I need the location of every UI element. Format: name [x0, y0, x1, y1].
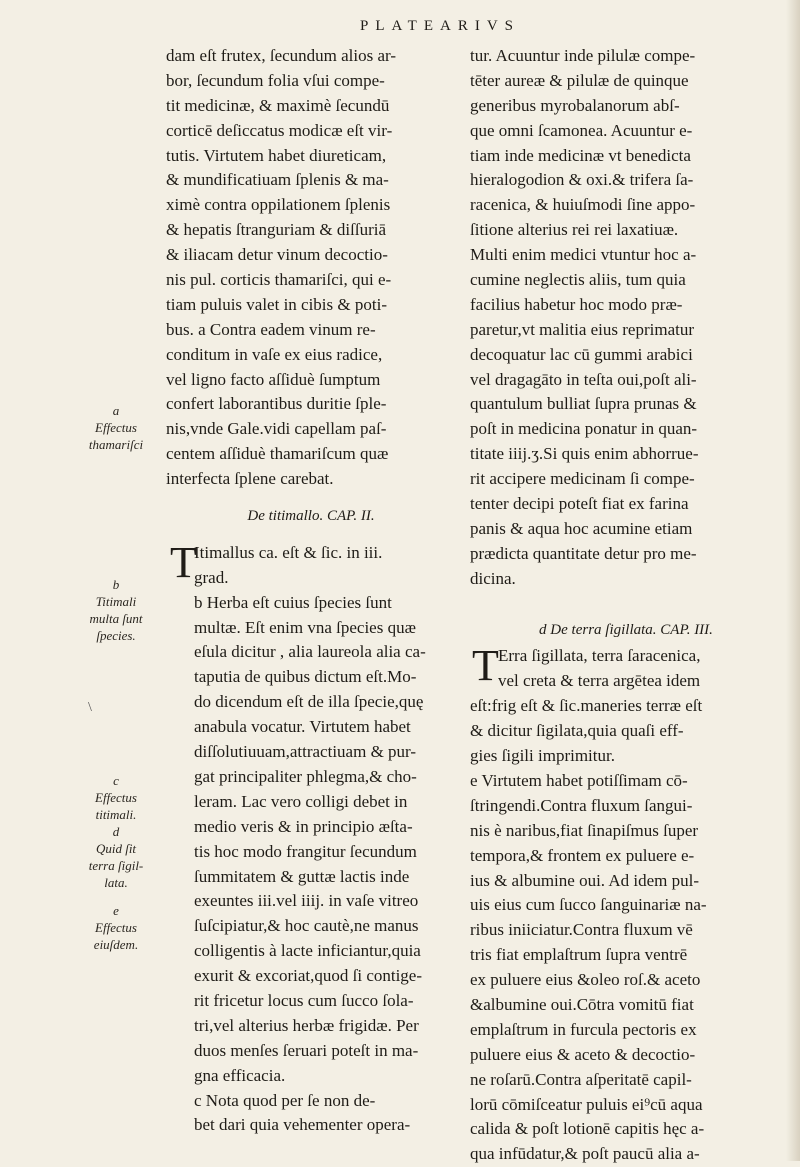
- text-line: tēter aureæ & pilulæ de quinque: [470, 70, 689, 90]
- text-line: ſummitatem & guttæ lactis inde: [194, 866, 410, 886]
- text-line: tutis. Virtutem habet diureticam,: [166, 145, 387, 165]
- right-paragraph-1: [470, 44, 782, 592]
- left-paragraph-1: [166, 44, 456, 492]
- text-line: facilius habetur hoc modo præ-: [470, 294, 683, 314]
- text-line: ſtringendi.Contra fluxum ſangui-: [470, 795, 693, 815]
- text-line: calida & poſt lotionē capitis hęc a-: [470, 1119, 705, 1139]
- text-line: e Virtutem habet potiſſimam cō-: [470, 770, 688, 790]
- text-line: vel creta & terra argētea idem: [498, 671, 701, 691]
- margin-note-e: e Effectus eiuſdem.: [93, 903, 139, 952]
- text-line: colligentis à lacte inficiantur,quia: [194, 941, 421, 961]
- text-line: taputia de quibus dictum eſt.Mo-: [194, 667, 417, 687]
- drop-cap-t: T: [170, 537, 197, 587]
- text-line: ximè contra oppilationem ſplenis: [166, 195, 391, 215]
- text-line: racenica, & huiuſmodi ſine appo-: [470, 195, 696, 215]
- margin-note-d: d Quid ſit terra ſigil- lata.: [88, 824, 144, 890]
- text-line: & iliacam detur vinum decoctio-: [166, 245, 388, 265]
- text-line: qua infūdatur,& poſt paucū alia a-: [470, 1144, 700, 1164]
- chapter-heading-terra-sigillata: d De terra ſigillata. CAP. III.: [539, 621, 713, 638]
- margin-note-a: a Effectus thamariſci: [88, 403, 144, 452]
- text-line: generibus myrobalanorum abſ-: [470, 95, 680, 115]
- text-line: quantulum bulliat ſupra prunas &: [470, 394, 697, 414]
- text-line: tis hoc modo frangitur ſecundum: [194, 841, 417, 861]
- text-line: do dicendum eſt de illa ſpecie,quę: [194, 692, 424, 712]
- right-paragraph-2: [470, 694, 782, 1167]
- text-line: nis,vnde Gale.vidi capellam paſ-: [166, 419, 387, 439]
- text-line: tris fiat emplaſtrum ſupra ventrē: [470, 945, 688, 965]
- text-line: vel dragagāto in teſta oui,poſt ali-: [470, 369, 697, 389]
- margin-note-c: c Effectus titimali.: [95, 773, 137, 822]
- text-line: puluere eius & aceto & decoctio-: [470, 1044, 696, 1064]
- text-line: rit accipere medicinam ſi compe-: [470, 469, 695, 489]
- text-line: dam eſt frutex, ſecundum alios ar-: [166, 46, 397, 65]
- text-line: tri,vel alterius herbæ frigidæ. Per: [194, 1015, 419, 1035]
- left-column: [166, 44, 456, 1138]
- text-line: rit fricetur locus cum ſucco ſola-: [194, 990, 414, 1010]
- text-line: Erra ſigillata, terra ſaracenica,: [498, 646, 701, 666]
- text-line: anabula vocatur. Virtutem habet: [194, 717, 411, 737]
- text-line: vel ligno facto aſſiduè ſumptum: [166, 369, 381, 389]
- text-line: bus. a Contra eadem vinum re-: [166, 319, 376, 339]
- text-line: tit medicinæ, & maximè ſecundū: [166, 95, 390, 115]
- text-line: conditum in vaſe ex eius radice,: [166, 344, 383, 364]
- text-line: multæ. Eſt enim vna ſpecies quæ: [194, 617, 416, 637]
- drop-cap-t-right: T: [472, 641, 499, 691]
- left-paragraph-2-opening: [166, 537, 456, 591]
- left-paragraph-2: [166, 591, 456, 1139]
- text-line: ſuſcipiatur,& hoc cautè,ne manus: [194, 916, 419, 936]
- text-line: eſt:frig eſt & ſic.maneries terræ eſt: [470, 696, 703, 716]
- text-line: leram. Lac vero colligi debet in: [194, 791, 408, 811]
- text-line: bor, ſecundum folia vſui compe-: [166, 70, 385, 90]
- text-line: grad.: [194, 567, 229, 587]
- text-line: Itimallus ca. eſt & ſic. in iii.: [194, 542, 383, 562]
- text-line: poſt in medicina ponatur in quan-: [470, 419, 698, 439]
- text-line: tiam puluis valet in cibis & poti-: [166, 294, 387, 314]
- text-line: tur. Acuuntur inde pilulæ compe-: [470, 46, 696, 65]
- running-head: PLATEARIVS: [359, 18, 520, 34]
- right-paragraph-2-opening: [470, 641, 782, 694]
- text-line: &albumine oui.Cōtra vomitū fiat: [470, 994, 694, 1014]
- text-line: medio veris & in principio æſta-: [194, 816, 413, 836]
- text-line: cumine neglectis aliis, tum quia: [470, 270, 686, 290]
- text-line: lorū cōmiſceatur puluis ei⁹cū aqua: [470, 1094, 703, 1114]
- text-line: exurit & excoriat,quod ſi contige-: [194, 966, 423, 986]
- text-line: dicina.: [470, 568, 516, 588]
- text-line: diſſolutiuuam,attractiuam & pur-: [194, 742, 417, 762]
- text-line: confert laborantibus duritie ſple-: [166, 394, 387, 414]
- text-line: uis eius cum ſucco ſanguinariæ na-: [470, 895, 707, 915]
- text-line: ſitione alterius rei rei laxatiuæ.: [470, 220, 679, 240]
- text-line: paretur,vt malitia eius reprimatur: [470, 319, 695, 339]
- text-line: bet dari quia vehementer opera-: [194, 1115, 411, 1135]
- text-line: ne roſarū.Contra aſperitatē capil-: [470, 1069, 692, 1089]
- text-line: exeuntes iii.vel iiij. in vaſe vitreo: [194, 891, 419, 911]
- margin-note-b: b Titimali multa ſunt ſpecies.: [89, 577, 143, 643]
- page-edge: [786, 0, 800, 1161]
- margin-tick-mark: \: [88, 700, 92, 715]
- chapter-heading-titimallo: De titimallo. CAP. II.: [247, 508, 375, 525]
- text-line: nis è naribus,fiat ſinapiſmus ſuper: [470, 820, 699, 840]
- text-line: hieralogodion & oxi.& trifera ſa-: [470, 170, 694, 190]
- text-line: tiam inde medicinæ vt benedicta: [470, 145, 691, 165]
- right-column: [470, 44, 782, 1167]
- text-line: ius & albumine oui. Ad idem pul-: [470, 870, 700, 890]
- text-line: duos menſes ſeruari poteſt in ma-: [194, 1040, 419, 1060]
- text-line: & dicitur ſigilata,quia quaſi eff-: [470, 721, 684, 741]
- text-line: emplaſtrum in furcula pectoris ex: [470, 1019, 697, 1039]
- text-line: & mundificatiuam ſplenis & ma-: [166, 170, 389, 190]
- text-line: prædicta quantitate detur pro me-: [470, 543, 697, 563]
- text-line: Multi enim medici vtuntur hoc a-: [470, 245, 697, 265]
- text-line: panis & aqua hoc acumine etiam: [470, 518, 693, 538]
- text-line: c Nota quod per ſe non de-: [194, 1090, 376, 1110]
- text-line: corticē deſiccatus modicæ eſt vir-: [166, 120, 393, 140]
- text-line: que omni ſcamonea. Acuuntur e-: [470, 120, 693, 140]
- text-line: eſula dicitur , alia laureola alia ca-: [194, 642, 426, 662]
- text-line: & hepatis ſtranguriam & diſſuriā: [166, 220, 387, 240]
- text-line: b Herba eſt cuius ſpecies ſunt: [194, 592, 392, 612]
- text-line: tenter decipi poteſt fiat ex farina: [470, 494, 689, 514]
- text-line: interfecta ſplene carebat.: [166, 469, 334, 489]
- text-line: ex puluere eius &oleo roſ.& aceto: [470, 970, 701, 990]
- text-line: decoquatur lac cū gummi arabici: [470, 344, 693, 364]
- text-line: gies ſigili imprimitur.: [470, 746, 615, 766]
- text-line: titate iiij.ʒ.Si quis enim abhorrue-: [470, 444, 699, 464]
- text-line: gna efficacia.: [194, 1065, 286, 1085]
- text-line: nis pul. corticis thamariſci, qui e-: [166, 270, 392, 290]
- text-line: ribus iniiciatur.Contra fluxum vē: [470, 920, 693, 940]
- text-line: gat principaliter phlegma,& cho-: [194, 766, 417, 786]
- text-line: centem aſſiduè thamariſcum quæ: [166, 444, 389, 464]
- text-line: tempora,& frontem ex puluere e-: [470, 845, 695, 865]
